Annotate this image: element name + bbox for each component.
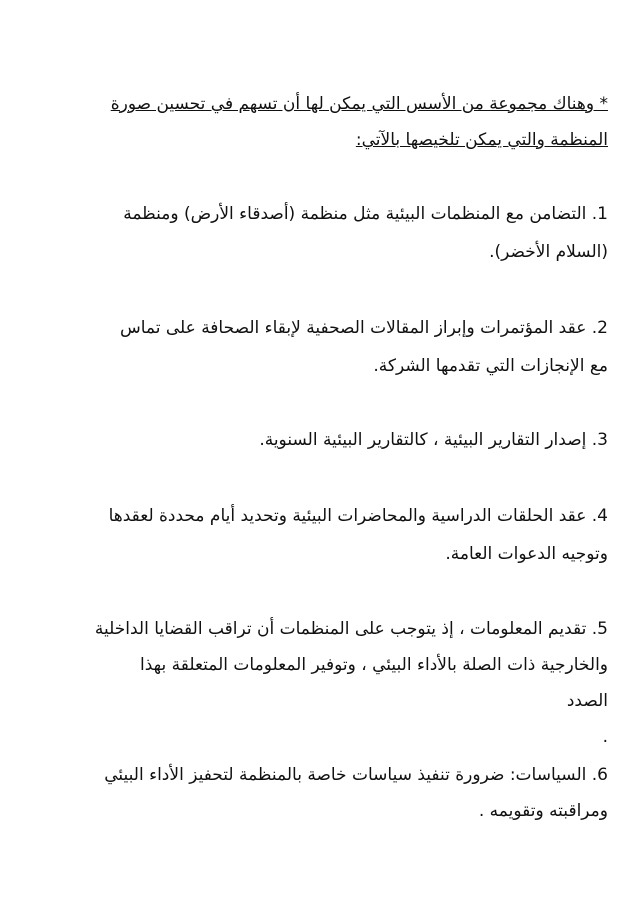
list-item-5-line-3: الصدد — [566, 691, 608, 711]
list-item-5-line-1: 5. تقديم المعلومات ، إذ يتوجب على المنظمات أن تراقب القضايا الداخلية — [94, 619, 608, 639]
list-item-1-line-2: (السلام الأخضر). — [489, 242, 608, 262]
list-item-3-line-1: 3. إصدار التقارير البيئية ، كالتقارير البيئية السنوية. — [259, 430, 608, 450]
list-item-2-line-2: مع الإنجازات التي تقدمها الشركة. — [373, 356, 608, 376]
list-item-6-line-1: 6. السياسات: ضرورة تنفيذ سياسات خاصة بالمنظمة لتحفيز الأداء البيئي — [104, 765, 608, 785]
list-item-1-line-1: 1. التضامن مع المنظمات البيئية مثل منظمة (أصدقاء الأرض) ومنظمة — [123, 204, 608, 224]
list-item-4-line-2: وتوجيه الدعوات العامة. — [445, 544, 608, 564]
list-item-5-line-2: والخارجية ذات الصلة بالأداء البيئي ، وتوفير المعلومات المتعلقة بهذا — [140, 655, 608, 675]
intro-line-2: المنظمة والتي يمكن تلخيصها بالآتي: — [355, 130, 608, 150]
list-item-6-line-2: ومراقبته وتقويمه . — [478, 801, 608, 821]
list-item-2-line-1: 2. عقد المؤتمرات وإبراز المقالات الصحفية لإبقاء الصحافة على تماس — [119, 318, 608, 338]
list-item-5-line-4: . — [602, 727, 608, 747]
intro-line-1: * وهناك مجموعة من الأسس التي يمكن لها أن تسهم في تحسين صورة — [110, 94, 608, 114]
list-item-4-line-1: 4. عقد الحلقات الدراسية والمحاضرات البيئية وتحديد أيام محددة لعقدها — [108, 506, 608, 526]
